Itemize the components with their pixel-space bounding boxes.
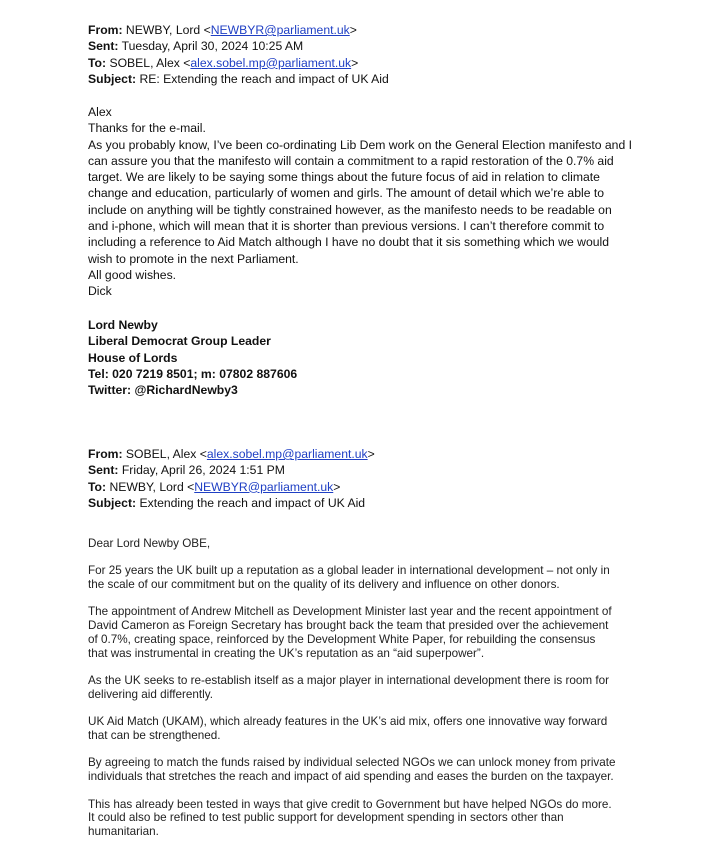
body-line: include on anything will be tightly constrained however, as the manifesto needs to be readable on — [88, 202, 612, 217]
paragraph-line: individuals that stretches the reach and impact of aid spending and eases the burden on the taxpayer. — [88, 770, 614, 784]
paragraph-line: As the UK seeks to re-establish itself as a major player in international development there is room for — [88, 674, 609, 688]
from-name: NEWBY, Lord < — [125, 23, 211, 37]
body-line: As you probably know, I’ve been co-ordinating Lib Dem work on the General Election manifesto and I — [88, 137, 633, 152]
greeting-paragraph — [88, 537, 648, 551]
signature-phone: Tel: 020 7219 8501; m: 07802 887606 — [88, 366, 298, 381]
paragraph-line: The appointment of Andrew Mitchell as Development Minister last year and the recent appointment of — [88, 605, 612, 619]
original-subject-line — [88, 495, 365, 511]
to-label: To: — [88, 55, 107, 70]
body-line: can assure you that the manifesto will contain a commitment to a rapid restoration of the 0.7% aid — [88, 153, 614, 168]
subject-value: RE: Extending the reach and impact of UK Aid — [139, 71, 389, 86]
reply-to-line — [88, 55, 358, 71]
from-name: SOBEL, Alex < — [125, 447, 207, 461]
from-close: > — [349, 23, 357, 37]
paragraph-line: By agreeing to match the funds raised by individual selected NGOs we can unlock money from private — [88, 756, 616, 770]
paragraph-line: of 0.7%, creating space, reinforced by the Development White Paper, for rebuilding the consensus — [88, 633, 596, 647]
paragraph-line: the scale of our commitment but on the quality of its delivery and influence on other donors. — [88, 578, 560, 592]
from-close: > — [367, 447, 375, 461]
sent-label: Sent: — [88, 39, 119, 54]
reply-sent-line — [88, 38, 303, 54]
to-email-link[interactable]: NEWBYR@parliament.uk — [194, 479, 334, 494]
sent-value: Friday, April 26, 2024 1:51 PM — [121, 463, 285, 478]
paragraph-line: It could also be refined to test public support for development spending in sectors other than — [88, 811, 564, 825]
paragraph-line: delivering aid differently. — [88, 688, 213, 702]
paragraph — [88, 756, 648, 784]
sent-value: Tuesday, April 30, 2024 10:25 AM — [121, 39, 304, 54]
sent-label: Sent: — [88, 463, 119, 478]
to-name: NEWBY, Lord < — [109, 479, 195, 494]
to-label: To: — [88, 479, 107, 494]
paragraph-line: Dear Lord Newby OBE, — [88, 537, 211, 550]
body-line: Thanks for the e-mail. — [88, 121, 206, 136]
original-sent-line — [88, 462, 285, 478]
body-line: and i-phone, which will mean that it is shorter than previous versions. I can’t therefore commit to — [88, 219, 605, 234]
subject-label: Subject: — [88, 71, 137, 86]
paragraph-line: For 25 years the UK built up a reputation as a global leader in international development – not only in — [88, 564, 610, 578]
body-line: Alex — [88, 105, 112, 119]
paragraph-line: This has already been tested in ways that give credit to Government but have helped NGOs do more. — [88, 797, 612, 811]
signature-twitter: Twitter: @RichardNewby3 — [88, 383, 238, 398]
signature-house: House of Lords — [88, 350, 178, 365]
reply-body — [88, 104, 648, 300]
from-email-link[interactable]: NEWBYR@parliament.uk — [210, 23, 350, 37]
body-line: target. We are likely to be saying some things about the future focus of aid in relation to climate — [88, 170, 600, 185]
from-email-link[interactable]: alex.sobel.mp@parliament.uk — [206, 447, 368, 461]
paragraph-line: UK Aid Match (UKAM), which already features in the UK’s aid mix, offers one innovative way forward — [88, 715, 608, 729]
signature-block — [88, 317, 297, 398]
from-label: From: — [88, 447, 123, 461]
from-label: From: — [88, 23, 123, 37]
to-email-link[interactable]: alex.sobel.mp@parliament.uk — [190, 55, 352, 70]
original-body — [88, 537, 648, 853]
subject-label: Subject: — [88, 495, 137, 510]
paragraph-line: that was instrumental in creating the UK’s reputation as an “aid superpower”. — [88, 647, 485, 661]
signature-name: Lord Newby — [88, 318, 158, 332]
body-line: All good wishes. — [88, 267, 177, 282]
original-to-line — [88, 479, 340, 495]
paragraph — [88, 715, 648, 743]
paragraph — [88, 674, 648, 702]
body-line: change and education, particularly of women and girls. The amount of detail which we’re able to — [88, 186, 605, 201]
body-line: Dick — [88, 284, 112, 299]
body-line: wish to promote in the next Parliament. — [88, 251, 299, 266]
paragraph — [88, 605, 648, 661]
paragraph-line: that can be strengthened. — [88, 729, 221, 743]
paragraph-line: humanitarian. — [88, 825, 159, 839]
paragraph-line: David Cameron as Foreign Secretary has brought back the team that presided over the achievement — [88, 619, 609, 633]
reply-subject-line — [88, 71, 389, 87]
to-close: > — [351, 55, 359, 70]
reply-from-line — [88, 22, 357, 38]
body-line: including a reference to Aid Match although I have no doubt that it sis something which we would — [88, 235, 609, 250]
to-name: SOBEL, Alex < — [109, 55, 191, 70]
subject-value: Extending the reach and impact of UK Aid — [139, 495, 366, 510]
paragraph — [88, 798, 648, 840]
signature-role: Liberal Democrat Group Leader — [88, 334, 271, 349]
original-from-line — [88, 446, 375, 462]
to-close: > — [333, 479, 341, 494]
paragraph — [88, 564, 648, 592]
